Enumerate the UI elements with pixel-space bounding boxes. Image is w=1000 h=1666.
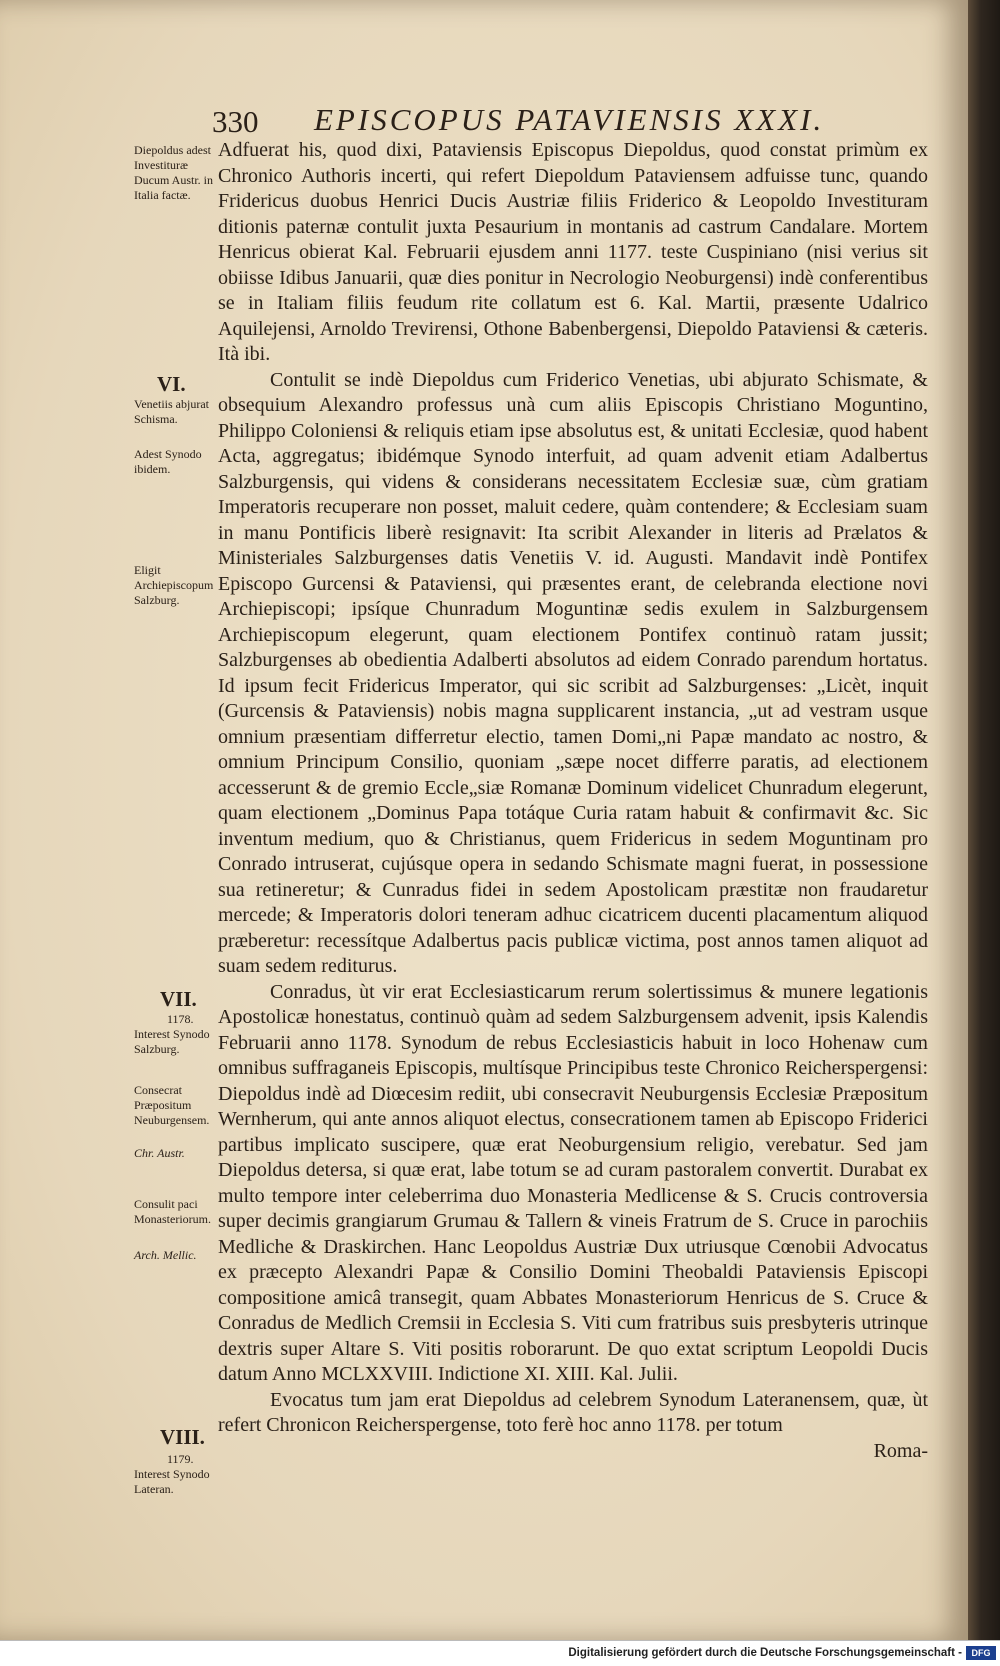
margin-year: 1179. bbox=[167, 1452, 194, 1466]
margin-note: Chr. Austr. bbox=[134, 1146, 185, 1160]
paragraph: Evocatus tum jam erat Diepoldus ad celebrem Synodum Lateranensem, quæ, ùt refert Chronicon Reicherspergense, toto ferè hoc anno 1178. per totum bbox=[218, 1388, 928, 1436]
margin-note: Interest Synodo Lateran. bbox=[134, 1467, 210, 1496]
section-number: VI. bbox=[157, 372, 186, 396]
main-text bbox=[218, 138, 928, 1464]
book-spine bbox=[968, 0, 1000, 1640]
running-title: EPISCOPUS PATAVIENSIS XXXI. bbox=[314, 102, 825, 137]
paragraph: Conradus, ùt vir erat Ecclesiasticarum rerum solertissimus & munere legationis Apostolicæ honestatus, continuò quàm ad sedem Salzburgensem advenit, ipsis Kalendis Februarii anno 1178. Synodum de rebus Ecclesiasticis habuit in loco Hohenaw cum omnibus suffraganeis Episcopis, multísque Principibus teste Chronico Reicherspergensi: Diepoldus indè ad Diœcesim rediit, ubi consecravit Neuburgensis Ecclesiæ Præpositum Wernherum, qui ante annos aliquot electus, consecrationem tamen ab Episcopo Friderici partibus implicato suscipere, quæ erat Neoburgensium religio, verebatur. Sed jam Diepoldus detersa, si quæ erat, labe totum se ad curam pastoralem convertit. Durabat ex multo tempore inter celeberrima duo Monasteria Medlicense & S. Crucis controversia super decimis grangiarum Grumau & Tallern & vineis Fratrum de S. Cruce in parochiis Medliche & Draskirchen. Hanc Leopoldus Austriæ Dux utriusque Cœnobii Advocatus ex præcepto Alexandri Papæ & Consilio Domini Theobaldi Pataviensis Episcopi compositione amicâ transegit, quam Abbates Monasteriorum Henricus de S. Cruce & Conradus de Medlich Cremsii in Ecclesia S. Viti cum fratribus suis presbyteris utrinque dextris super Altare S. Viti positis roborarunt. De quo extat scriptum Leopoldi Ducis datum Anno MCLXXVIII. Indictione XI. XIII. Kal. Julii. bbox=[218, 980, 928, 1385]
catchword: Roma- bbox=[873, 1439, 928, 1462]
dfg-logo: DFG bbox=[966, 1646, 996, 1660]
funding-credit: Digitalisierung gefördert durch die Deutsche Forschungsgemeinschaft - bbox=[568, 1647, 962, 1659]
page-number: 330 bbox=[212, 104, 259, 139]
margin-note: Diepoldus adest Investituræ Ducum Austr. in Italia factæ. bbox=[134, 143, 214, 202]
footer-bar bbox=[0, 1640, 1000, 1666]
margin-note: Interest Synodo Salzburg. bbox=[134, 1027, 210, 1056]
margin-note: Arch. Mellic. bbox=[134, 1248, 197, 1262]
paragraph: Contulit se indè Diepoldus cum Friderico Venetias, ubi abjurato Schismate, & obsequium Alexandro professus unà cum aliis Episcopis Christiano Moguntino, Philippo Coloniensi & reliquis etiam ipse absolutus est, & unitati Ecclesiæ, quod habent Acta, aggregatus; ibidémque Synodo interfuit, ad quam advenit etiam Adalbertus Salzburgensis, qui videns & considerans necessitatem Ecclesiæ suæ, cùm gratiam Imperatoris recuperare non posset, maluit cedere, quàm contendere; & Ecclesiam suam in manu Pontificis liberè resignavit: Ita scribit Alexander in literis ad Prælatos & Ministeriales Salzburgenses datis Venetiis V. id. Augusti. Mandavit indè Pontifex Episcopo Gurcensi & Pataviensi, qui præsentes erant, de celebranda electione novi Archiepiscopi; ipsíque Chunradum Moguntinæ sedis exulem in Salzburgensem Archiepiscopum elegerunt, quam electionem Pontifex continuò ratam jussit; Salzburgenses ab obedientia Adalberti absolutos ad eidem Conrado parendum hortatus. Id ipsum fecit Fridericus Imperator, qui sic scribit ad Salzburgenses: „Licèt, inquit (Gurcensis & Pataviensis) nobis magna supplicarent instancia, „ut ad vestram usque omnium præsentiam differretur electio, tamen Domi„ni Papæ mandato ac nostro, & omnium Principum Consilio, quoniam „sæpe nocet differre paratis, ad electionem accesserunt & de gremio Eccle„siæ Romanæ Dominum videlicet Chunradum elegerunt, quam electionem „Dominus Papa totáque Curia ratam habuit & confirmavit &c. Sic inventum medium, quo & Christianus, quem Fridericus in sedem Moguntinam pro Conrado intruserat, cujúsque opera in sedando Schismate magni fuerat, in possessione sua retineretur; & Cunradus fidei in sedem Apostolicam præstitæ non fraudaretur mercede; & Imperatoris dolori teneram adhuc cicatricem ducenti placamentum aliquod præberetur: recessítque Adalbertus pacis publicæ victima, post annos tamen aliquot ad suam sedem rediturus. bbox=[218, 368, 928, 977]
margin-note: Consulit paci Monasteriorum. bbox=[134, 1197, 211, 1226]
margin-note: Adest Synodo ibidem. bbox=[134, 447, 202, 476]
margin-year: 1178. bbox=[167, 1012, 194, 1026]
section-number: VIII. bbox=[160, 1425, 205, 1449]
margin-note: Venetiis abjurat Schisma. bbox=[134, 397, 209, 426]
section-number: VII. bbox=[160, 987, 197, 1011]
margin-note: Consecrat Præpositum Neuburgensem. bbox=[134, 1083, 210, 1127]
margin-note: Eligit Archiepiscopum Salzburg. bbox=[134, 563, 214, 607]
paragraph: Adfuerat his, quod dixi, Pataviensis Episcopus Diepoldus, quod constat primùm ex Chronico Authoris incerti, qui refert Diepoldum Pataviensem adfuisse tunc, quando Fridericus duobus Henrici Ducis Austriæ filiis Friderico & Leopoldo Investituram ditionis paternæ contulit juxta Pesaurium in montanis ad castrum Candalare. Mortem Henricus obierat Kal. Februarii ejusdem anni 1177. teste Cuspiniano (nisi verius sit obiisse Idibus Januarii, quæ dies ponitur in Necrologio Neoburgensi) indè conferentibus se in Italiam filiis feudum rite collatum est 6. Kal. Martii, præsente Udalrico Aquilejensi, Arnoldo Trevirensi, Othone Babenbergensi, Diepoldo Pataviensi & cæteris. Ità ibi. bbox=[218, 139, 928, 365]
